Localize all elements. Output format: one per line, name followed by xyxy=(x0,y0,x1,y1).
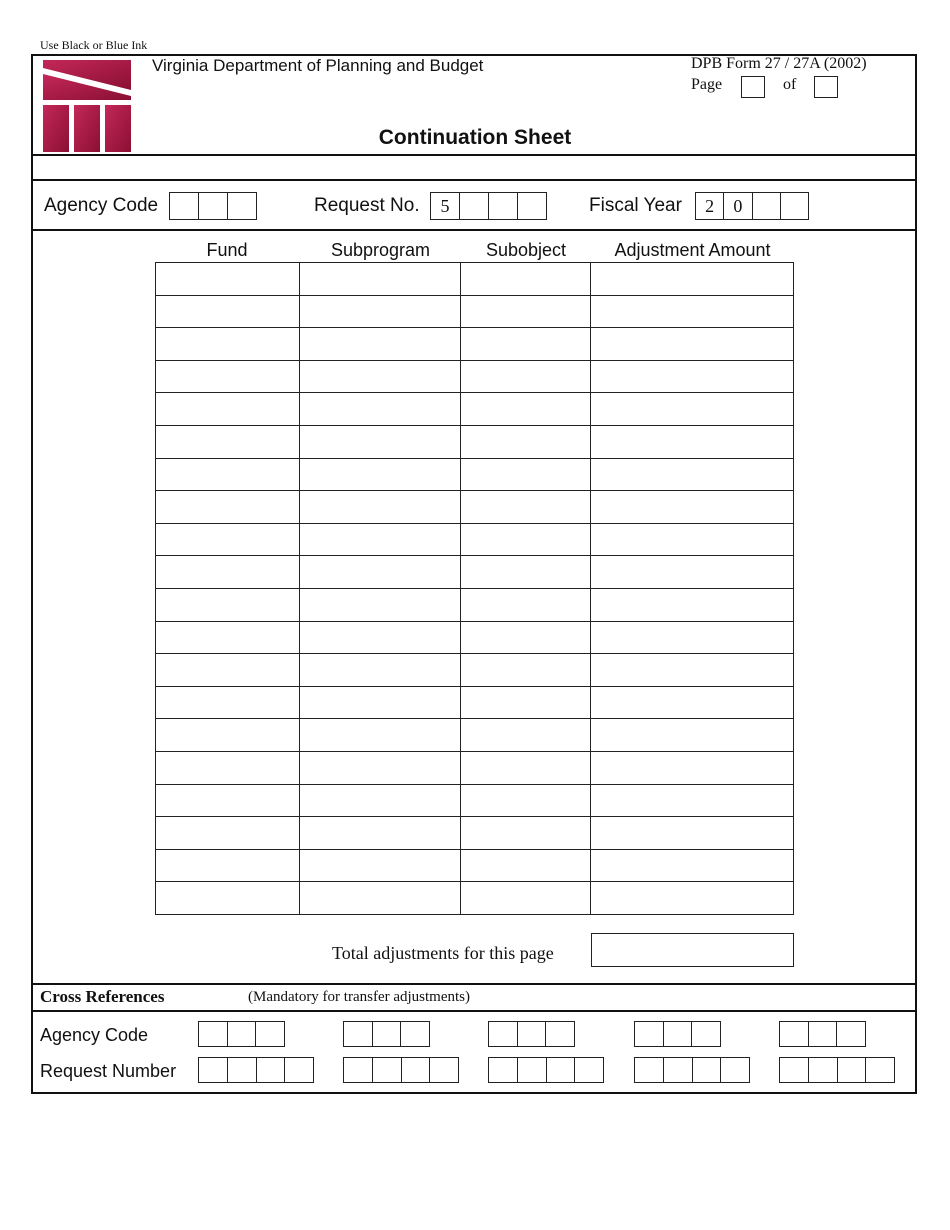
subprogram-cell[interactable] xyxy=(300,621,461,654)
fiscal-year-digit[interactable] xyxy=(752,193,780,219)
xref-request-number-field-digit[interactable] xyxy=(574,1058,603,1082)
request-no-field[interactable] xyxy=(430,192,547,220)
subobject-cell[interactable] xyxy=(461,686,591,719)
subprogram-cell[interactable] xyxy=(300,882,461,915)
fiscal-year-digit[interactable]: 0 xyxy=(723,193,751,219)
xref-agency-code-field[interactable] xyxy=(198,1021,285,1047)
subprogram-cell[interactable] xyxy=(300,751,461,784)
table-row xyxy=(156,393,794,426)
divider xyxy=(31,1010,917,1012)
xref-agency-code-field[interactable] xyxy=(343,1021,430,1047)
fund-cell[interactable] xyxy=(156,621,300,654)
xref-request-number-field-digit[interactable] xyxy=(372,1058,401,1082)
subprogram-cell[interactable] xyxy=(300,588,461,621)
xref-agency-code-field-digit[interactable] xyxy=(255,1022,284,1046)
subobject-cell[interactable] xyxy=(461,719,591,752)
subobject-cell[interactable] xyxy=(461,523,591,556)
subprogram-cell[interactable] xyxy=(300,360,461,393)
adjustment-amount-cell[interactable] xyxy=(591,425,794,458)
table-row xyxy=(156,588,794,621)
subobject-cell[interactable] xyxy=(461,491,591,524)
xref-agency-code-field-digit[interactable] xyxy=(199,1022,227,1046)
xref-request-number-field-digit[interactable] xyxy=(865,1058,894,1082)
subobject-cell[interactable] xyxy=(461,882,591,915)
xref-request-number-field-digit[interactable] xyxy=(199,1058,227,1082)
request-no-digit[interactable]: 5 xyxy=(440,196,450,216)
form-id: DPB Form 27 / 27A (2002) xyxy=(691,55,867,72)
divider xyxy=(31,983,917,985)
adjustment-amount-cell[interactable] xyxy=(591,328,794,361)
xref-request-number-field-digit[interactable] xyxy=(692,1058,721,1082)
xref-request-number-field-digit[interactable] xyxy=(808,1058,837,1082)
xref-agency-code-field-digit[interactable] xyxy=(489,1022,517,1046)
fund-cell[interactable] xyxy=(156,491,300,524)
subprogram-cell[interactable] xyxy=(300,491,461,524)
subprogram-cell[interactable] xyxy=(300,654,461,687)
xref-request-number-field-digit[interactable] xyxy=(663,1058,692,1082)
subobject-cell[interactable] xyxy=(461,328,591,361)
subprogram-cell[interactable] xyxy=(300,686,461,719)
xref-agency-code-field-digit[interactable] xyxy=(227,1022,256,1046)
xref-agency-code-field-digit[interactable] xyxy=(836,1022,865,1046)
request-no-label: Request No. xyxy=(314,195,420,216)
divider xyxy=(31,229,917,231)
adjustment-amount-cell[interactable] xyxy=(591,849,794,882)
subobject-cell[interactable] xyxy=(461,654,591,687)
xref-agency-code-field-digit[interactable] xyxy=(372,1022,401,1046)
subobject-cell[interactable] xyxy=(461,621,591,654)
agency-code-label: Agency Code xyxy=(44,195,159,216)
subprogram-cell[interactable] xyxy=(300,263,461,296)
xref-request-number-field-digit[interactable] xyxy=(635,1058,663,1082)
adjustment-amount-cell[interactable] xyxy=(591,360,794,393)
subprogram-cell[interactable] xyxy=(300,458,461,491)
subobject-cell[interactable] xyxy=(461,751,591,784)
xref-request-number-label: Request Number xyxy=(40,1061,177,1081)
table-row xyxy=(156,295,794,328)
subprogram-cell[interactable] xyxy=(300,817,461,850)
xref-agency-code-field-digit[interactable] xyxy=(780,1022,808,1046)
fund-cell[interactable] xyxy=(156,751,300,784)
fund-cell[interactable] xyxy=(156,882,300,915)
xref-agency-code-field-digit[interactable] xyxy=(663,1022,692,1046)
table-row xyxy=(156,849,794,882)
cross-references-note: (Mandatory for transfer adjustments) xyxy=(248,989,471,1005)
xref-agency-code-field-digit[interactable] xyxy=(635,1022,663,1046)
adjustment-amount-cell[interactable] xyxy=(591,295,794,328)
xref-agency-code-label: Agency Code xyxy=(40,1025,149,1045)
adjustment-amount-cell[interactable] xyxy=(591,491,794,524)
subobject-cell[interactable] xyxy=(461,556,591,589)
table-row xyxy=(156,686,794,719)
fund-cell[interactable] xyxy=(156,784,300,817)
table-row xyxy=(156,263,794,296)
fund-cell[interactable] xyxy=(156,328,300,361)
fund-cell[interactable] xyxy=(156,295,300,328)
subobject-cell[interactable] xyxy=(461,425,591,458)
xref-request-number-field-digit[interactable] xyxy=(344,1058,372,1082)
table-row xyxy=(156,817,794,850)
subprogram-cell[interactable] xyxy=(300,556,461,589)
adjustment-amount-cell[interactable] xyxy=(591,719,794,752)
fund-cell[interactable] xyxy=(156,654,300,687)
fiscal-year-label: Fiscal Year xyxy=(589,195,682,216)
xref-agency-code-field-digit[interactable] xyxy=(517,1022,546,1046)
fund-cell[interactable] xyxy=(156,458,300,491)
fiscal-year-digit[interactable]: 2 xyxy=(705,196,715,216)
page-title: Continuation Sheet xyxy=(378,126,572,149)
agency-code-digit[interactable] xyxy=(170,193,198,219)
adjustment-amount-cell[interactable] xyxy=(591,784,794,817)
fund-cell[interactable] xyxy=(156,719,300,752)
fund-cell[interactable] xyxy=(156,425,300,458)
adjustment-amount-cell[interactable] xyxy=(591,588,794,621)
adjustment-table xyxy=(155,262,794,915)
xref-agency-code-field-digit[interactable] xyxy=(545,1022,574,1046)
divider xyxy=(31,179,917,181)
xref-request-number-field-digit[interactable] xyxy=(429,1058,458,1082)
xref-request-number-field[interactable] xyxy=(634,1057,750,1083)
adjustment-amount-cell[interactable] xyxy=(591,393,794,426)
adjustment-amount-cell[interactable] xyxy=(591,686,794,719)
xref-agency-code-field-digit[interactable] xyxy=(400,1022,429,1046)
page-number-field[interactable] xyxy=(741,76,765,98)
xref-request-number-field-digit[interactable] xyxy=(546,1058,575,1082)
fund-cell[interactable] xyxy=(156,817,300,850)
adjustment-amount-cell[interactable] xyxy=(591,817,794,850)
adjustment-amount-cell[interactable] xyxy=(591,523,794,556)
of-label: of xyxy=(783,76,797,93)
xref-request-number-field-digit[interactable] xyxy=(256,1058,285,1082)
adjustment-amount-cell[interactable] xyxy=(591,458,794,491)
adjustment-amount-cell[interactable] xyxy=(591,621,794,654)
divider xyxy=(31,154,917,156)
subprogram-cell[interactable] xyxy=(300,523,461,556)
fund-cell[interactable] xyxy=(156,360,300,393)
xref-request-number-field[interactable] xyxy=(779,1057,895,1083)
xref-request-number-field-digit[interactable] xyxy=(401,1058,430,1082)
adjustment-amount-cell[interactable] xyxy=(591,654,794,687)
agency-code-digit[interactable] xyxy=(227,193,256,219)
table-row xyxy=(156,523,794,556)
request-no-digit[interactable] xyxy=(488,193,517,219)
subobject-cell[interactable] xyxy=(461,360,591,393)
subobject-cell[interactable] xyxy=(461,817,591,850)
xref-request-number-field[interactable] xyxy=(343,1057,459,1083)
table-row xyxy=(156,719,794,752)
table-row xyxy=(156,360,794,393)
table-row xyxy=(156,784,794,817)
xref-request-number-field-digit[interactable] xyxy=(720,1058,749,1082)
fiscal-year-field[interactable] xyxy=(695,192,809,220)
organization-name: Virginia Department of Planning and Budget xyxy=(152,56,484,75)
xref-request-number-field[interactable] xyxy=(488,1057,604,1083)
cross-references-title: Cross References xyxy=(40,987,165,1006)
table-row xyxy=(156,621,794,654)
subprogram-cell[interactable] xyxy=(300,328,461,361)
subobject-cell[interactable] xyxy=(461,393,591,426)
xref-agency-code-field[interactable] xyxy=(779,1021,866,1047)
xref-request-number-field-digit[interactable] xyxy=(780,1058,808,1082)
page-total-field[interactable] xyxy=(814,76,838,98)
table-row xyxy=(156,458,794,491)
fund-cell[interactable] xyxy=(156,393,300,426)
agency-code-digit[interactable] xyxy=(198,193,227,219)
table-row xyxy=(156,491,794,524)
xref-request-number-field-digit[interactable] xyxy=(489,1058,517,1082)
table-row xyxy=(156,882,794,915)
subprogram-cell[interactable] xyxy=(300,784,461,817)
xref-agency-code-field-digit[interactable] xyxy=(808,1022,837,1046)
adjustment-amount-cell[interactable] xyxy=(591,751,794,784)
column-header-adjustment-amount: Adjustment Amount xyxy=(614,240,771,260)
subprogram-cell[interactable] xyxy=(300,393,461,426)
total-amount-field[interactable] xyxy=(591,933,794,967)
subobject-cell[interactable] xyxy=(461,849,591,882)
fund-cell[interactable] xyxy=(156,686,300,719)
fund-cell[interactable] xyxy=(156,588,300,621)
fiscal-year-digit[interactable] xyxy=(780,193,808,219)
xref-request-number-field-digit[interactable] xyxy=(837,1058,866,1082)
fund-cell[interactable] xyxy=(156,263,300,296)
agency-code-field[interactable] xyxy=(169,192,257,220)
fund-cell[interactable] xyxy=(156,556,300,589)
column-header-subprogram: Subprogram xyxy=(330,240,431,260)
xref-agency-code-field-digit[interactable] xyxy=(344,1022,372,1046)
xref-request-number-field-digit[interactable] xyxy=(284,1058,313,1082)
subobject-cell[interactable] xyxy=(461,295,591,328)
adjustment-amount-cell[interactable] xyxy=(591,882,794,915)
table-row xyxy=(156,328,794,361)
subobject-cell[interactable] xyxy=(461,784,591,817)
table-row xyxy=(156,556,794,589)
xref-request-number-field[interactable] xyxy=(198,1057,314,1083)
xref-agency-code-field[interactable] xyxy=(488,1021,575,1047)
xref-agency-code-field[interactable] xyxy=(634,1021,721,1047)
column-header-fund: Fund xyxy=(206,240,248,260)
xref-agency-code-field-digit[interactable] xyxy=(691,1022,720,1046)
subobject-cell[interactable] xyxy=(461,588,591,621)
subprogram-cell[interactable] xyxy=(300,849,461,882)
xref-request-number-field-digit[interactable] xyxy=(517,1058,546,1082)
table-row xyxy=(156,751,794,784)
fund-cell[interactable] xyxy=(156,849,300,882)
table-row xyxy=(156,425,794,458)
page-label: Page xyxy=(691,76,723,93)
column-header-subobject: Subobject xyxy=(485,240,567,260)
subprogram-cell[interactable] xyxy=(300,425,461,458)
request-no-digit[interactable] xyxy=(459,193,488,219)
subobject-cell[interactable] xyxy=(461,263,591,296)
table-row xyxy=(156,654,794,687)
subprogram-cell[interactable] xyxy=(300,719,461,752)
adjustment-amount-cell[interactable] xyxy=(591,556,794,589)
request-no-digit[interactable] xyxy=(517,193,546,219)
fund-cell[interactable] xyxy=(156,523,300,556)
ink-instruction: Use Black or Blue Ink xyxy=(40,38,148,52)
subobject-cell[interactable] xyxy=(461,458,591,491)
subprogram-cell[interactable] xyxy=(300,295,461,328)
total-label: Total adjustments for this page xyxy=(332,943,554,963)
xref-request-number-field-digit[interactable] xyxy=(227,1058,256,1082)
adjustment-amount-cell[interactable] xyxy=(591,263,794,296)
